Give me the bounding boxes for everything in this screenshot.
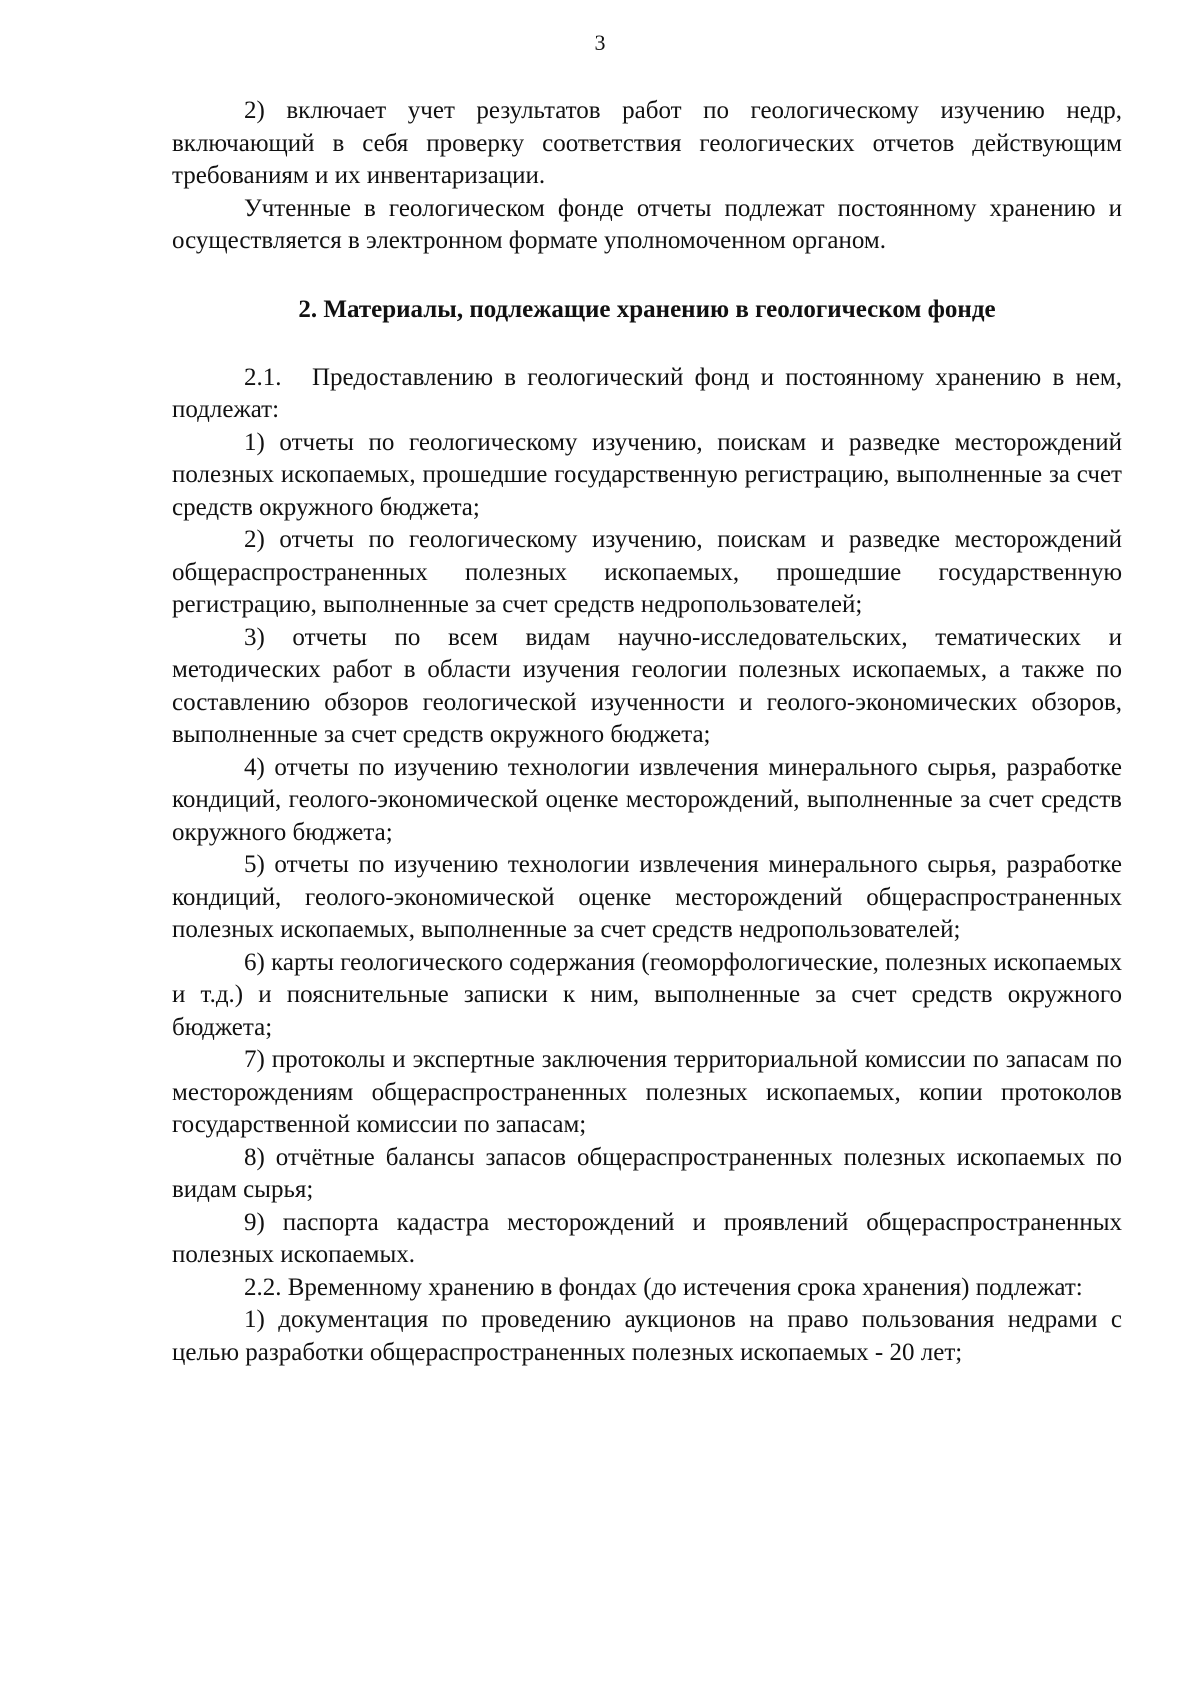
document-body (172, 95, 1122, 1369)
list-item-2-1-6: 6) карты геологического содержания (геоморфологические, полезных ископаемых и т.д.) и пояснительные записки к ним, выполненные за счет средств окружного бюджета; (172, 948, 1122, 1041)
clause-2-1-number: 2.1. (244, 363, 282, 391)
list-item-2-1-9: 9) паспорта кадастра месторождений и проявлений общераспространенных полезных ископаемых. (172, 1208, 1122, 1268)
clause-2-1-text: Предоставлению в геологический фонд и постоянному хранению в нем, подлежат: (172, 363, 1122, 423)
clause-2-2: 2.2. Временному хранению в фондах (до истечения срока хранения) подлежат: (244, 1273, 1083, 1301)
clause-2-1 (172, 362, 1122, 427)
list-item-2-1-8: 8) отчётные балансы запасов общераспространенных полезных ископаемых по видам сырья; (172, 1143, 1122, 1203)
list-item-2-1-3: 3) отчеты по всем видам научно-исследовательских, тематических и методических работ в области изучения геологии полезных ископаемых, а также по составлению обзоров геологической изученности и геолого-экономических обзоров, выполненные за счет средств окружного бюджета; (172, 623, 1122, 748)
section-heading: 2. Материалы, подлежащие хранению в геологическом фонде (298, 295, 996, 323)
list-item-2-1-7: 7) протоколы и экспертные заключения территориальной комиссии по запасам по месторождениям общераспространенных полезных ископаемых, копии протоколов государственной комиссии по запасам; (172, 1046, 1122, 1138)
list-item-2-1-2: 2) отчеты по геологическому изучению, поискам и разведке месторождений общераспространенных полезных ископаемых, прошедшие государственную регистрацию, выполненные за счет средств недропользователей; (172, 526, 1122, 618)
list-item-2-1-5: 5) отчеты по изучению технологии извлечения минерального сырья, разработке кондиций, геолого-экономической оценке месторождений общераспространенных полезных ископаемых, выполненные за счет средств недропользователей; (172, 851, 1122, 943)
list-item-2-2-1: 1) документация по проведению аукционов на право пользования недрами с целью разработки общераспространенных полезных ископаемых - 20 лет; (172, 1306, 1122, 1366)
list-item-2-1-4: 4) отчеты по изучению технологии извлечения минерального сырья, разработке кондиций, геолого-экономической оценке месторождений, выполненные за счет средств окружного бюджета; (172, 753, 1122, 846)
paragraph-intro-2: Учтенные в геологическом фонде отчеты подлежат постоянному хранению и осуществляется в электронном формате уполномоченном органом. (172, 194, 1122, 254)
page-number: 3 (594, 30, 606, 55)
paragraph-intro-1: 2) включает учет результатов работ по геологическому изучению недр, включающий в себя проверку соответствия геологических отчетов действующим требованиям и их инвентаризации. (172, 97, 1122, 189)
list-item-2-1-1: 1) отчеты по геологическому изучению, поискам и разведке месторождений полезных ископаемых, прошедшие государственную регистрацию, выполненные за счет средств окружного бюджета; (172, 428, 1122, 521)
